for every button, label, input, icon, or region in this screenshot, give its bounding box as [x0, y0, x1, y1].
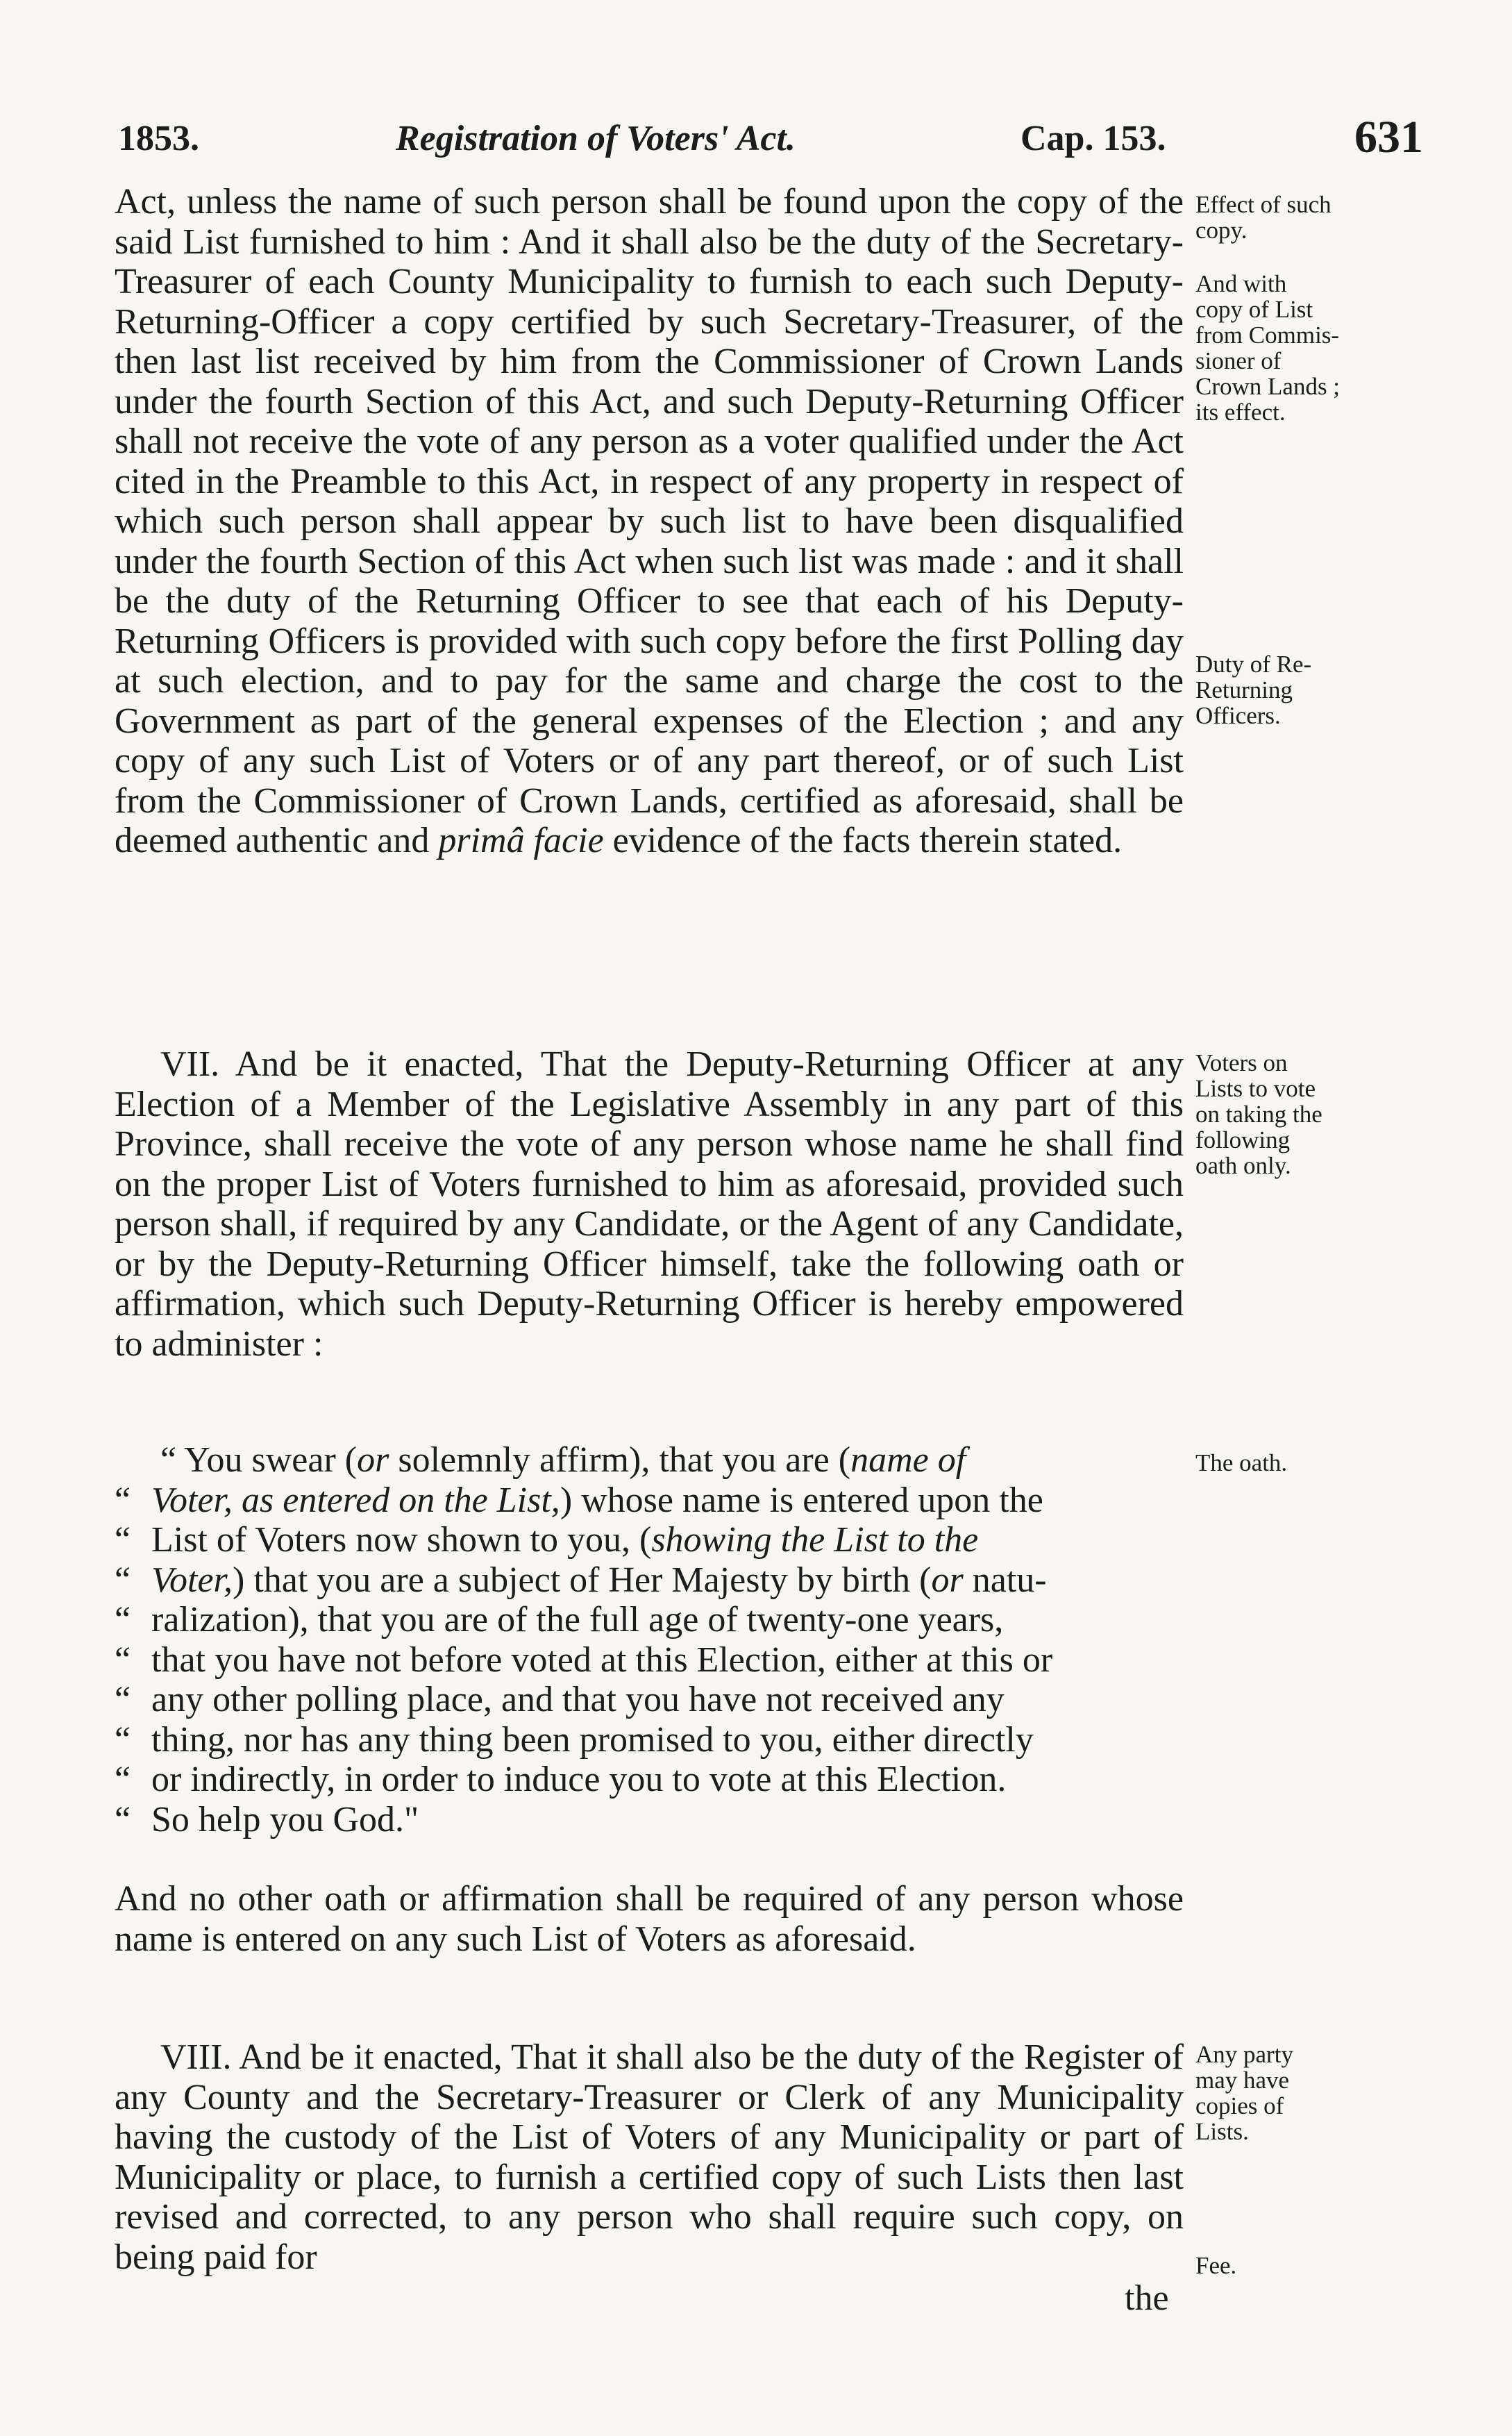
sidenote-duty — [1195, 651, 1404, 728]
paragraph-text: Act, unless the name of such person shall be found upon the copy of the said List furnished to him : And it shall also be the duty of the Secretary-Treasurer of each County Municipality to furnish to each such Deputy-Returning-Officer a copy certified by such Secretary-Treasurer, of the then last list received by him from the Commissioner of Crown Lands under the fourth Section of this Act, and such Deputy-Returning Officer shall not receive the vote of any person as a voter qualified under the Act cited in the Preamble to this Act, in respect of any property in respect of which such person shall appear by such list to have been disqualified under the fourth Section of this Act when such list was made : and it shall be the duty of the Returning Officer to see that each of his Deputy-Returning Officers is provided with such copy before the first Polling day at such election, and to pay for the same and charge the cost to the Government as part of the general expenses of the Election ; and any copy of any such List of Voters or of any part thereof, or of such List from the Commissioner of Crown Lands, certified as aforesaid, shall be deemed authentic and — [115, 182, 1184, 860]
oath-italic: or — [931, 1560, 964, 1600]
sidenote-line: Any party — [1195, 2041, 1293, 2068]
sidenote-copies — [1195, 2042, 1404, 2144]
sidenote-line: oath only. — [1195, 1152, 1291, 1179]
sidenote-line: copy. — [1195, 217, 1248, 244]
oath-line: ralization), that you are of the full age of twenty-one years, — [151, 1600, 1004, 1640]
sidenote-line: Fee. — [1195, 2252, 1237, 2279]
oath-line: any other polling place, and that you have not received any — [151, 1680, 1005, 1719]
quote-mark: “ — [115, 1719, 131, 1760]
oath-italic: Voter, — [151, 1560, 233, 1600]
sidenote-line: Voters on — [1195, 1049, 1288, 1076]
section-number: VIII. — [160, 2037, 232, 2077]
oath-italic: or — [357, 1440, 389, 1480]
paragraph-after-oath — [115, 1879, 1184, 1959]
quote-mark: “ — [115, 1760, 131, 1799]
quote-mark: “ — [115, 1680, 131, 1719]
oath-italic: Voter, as entered on the List, — [151, 1480, 560, 1520]
sidenote-line: The oath. — [1195, 1449, 1288, 1476]
oath-line: that you have not before voted at this Election, either at this or — [151, 1640, 1053, 1680]
paragraph-text: And no other oath or affirmation shall be required of any person whose name is entered on any such List of Voters as aforesaid. — [115, 1879, 1184, 1959]
sidenote-effect — [1195, 192, 1404, 425]
catchword: the — [1125, 2278, 1169, 2318]
sidenote-line: from Commis- — [1195, 322, 1340, 349]
sidenote-line: copies of — [1195, 2092, 1284, 2119]
section-vii — [115, 1044, 1184, 1364]
paragraph-italic: primâ facie — [438, 821, 604, 860]
section-viii — [115, 2037, 1184, 2277]
sidenote-line: copy of List — [1195, 296, 1313, 323]
sidenote-line: Returning — [1195, 676, 1293, 703]
section-text: And be it enacted, That it shall also be the duty of the Register of any County and the Secretary-Treasurer or Clerk of any Municipality having the custody of the List of Voters of any Municipality or part of Municipality or place, to furnish a certified copy of such Lists then last revised and corrected, to any person who shall require such copy, on being paid for — [115, 2037, 1184, 2277]
header-title: Registration of Voters' Act. — [396, 119, 796, 158]
oath-line: or indirectly, in order to induce you to vote at this Election. — [151, 1760, 1007, 1799]
oath-text — [115, 1440, 1184, 1839]
paragraph-continuation — [115, 182, 1184, 861]
sidenote-line: Lists to vote — [1195, 1075, 1316, 1102]
sidenote-line: And with — [1195, 270, 1287, 297]
sidenote-line: Officers. — [1195, 702, 1281, 729]
sidenote-line: on taking the — [1195, 1101, 1322, 1128]
quote-mark: “ — [115, 1799, 131, 1839]
header-year: 1853. — [118, 119, 199, 158]
sidenote-line: Crown Lands ; — [1195, 373, 1341, 400]
oath-italic: showing the List to the — [651, 1520, 979, 1560]
oath-line: So help you God." — [151, 1799, 419, 1839]
sidenote-line: Lists. — [1195, 2118, 1249, 2145]
sidenote-fee — [1195, 2253, 1404, 2278]
quote-mark: “ — [115, 1480, 131, 1520]
oath-line: ) that you are a subject of Her Majesty by birth ( — [233, 1560, 932, 1600]
sidenote-line: its effect. — [1195, 399, 1286, 426]
sidenote-voters — [1195, 1050, 1404, 1178]
oath-line: solemnly affirm), that you are ( — [389, 1440, 851, 1480]
oath-italic: name of — [850, 1440, 966, 1480]
sidenote-line: may have — [1195, 2067, 1290, 2094]
oath-line: thing, nor has any thing been promised to you, either directly — [151, 1719, 1034, 1760]
section-text: And be it enacted, That the Deputy-Returning Officer at any Election of a Member of the Legislative Assembly in any part of this Province, shall receive the vote of any person whose name he shall find on the proper List of Voters furnished to him as aforesaid, provided such person shall, if required by any Candidate, or the Agent of any Candidate, or by the Deputy-Returning Officer himself, take the following oath or affirmation, which such Deputy-Returning Officer is hereby empowered to administer : — [115, 1044, 1184, 1364]
quote-mark: “ — [115, 1520, 131, 1560]
sidenote-line: Effect of such — [1195, 191, 1332, 218]
sidenote-line: Duty of Re- — [1195, 651, 1312, 678]
paragraph-text-end: evidence of the facts therein stated. — [603, 821, 1123, 860]
quote-mark: “ — [160, 1440, 177, 1480]
oath-line: natu- — [963, 1560, 1047, 1600]
quote-mark: “ — [115, 1640, 131, 1680]
page-number: 631 — [1354, 112, 1423, 162]
quote-mark: “ — [115, 1600, 131, 1640]
header-chapter: Cap. 153. — [1020, 119, 1166, 158]
oath-line: ) whose name is entered upon the — [560, 1480, 1043, 1520]
sidenote-line: sioner of — [1195, 347, 1282, 374]
section-number: VII. — [160, 1044, 220, 1084]
oath-line: List of Voters now shown to you, ( — [151, 1520, 652, 1560]
quote-mark: “ — [115, 1560, 131, 1600]
sidenote-oath — [1195, 1450, 1404, 1476]
sidenote-line: following — [1195, 1126, 1291, 1153]
oath-line: You swear ( — [184, 1440, 358, 1480]
running-header — [118, 112, 1423, 167]
